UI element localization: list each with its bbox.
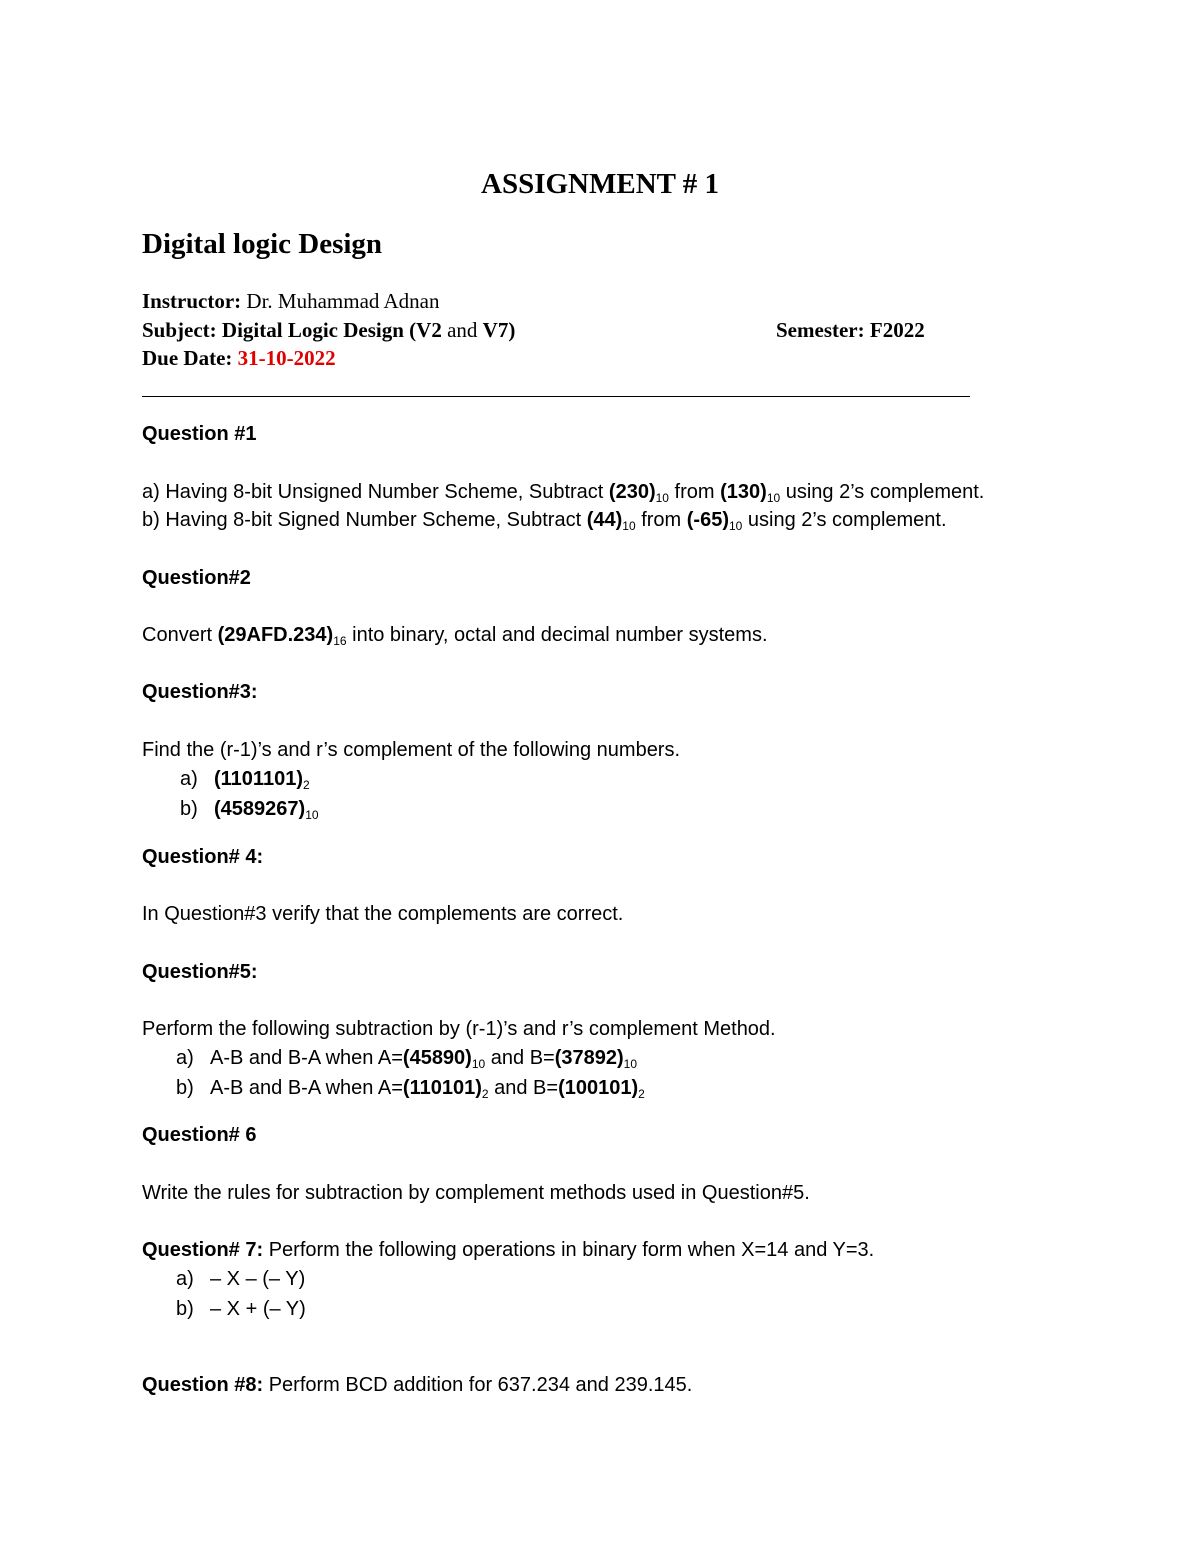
number: (110101) xyxy=(402,1077,482,1099)
number: (230) xyxy=(608,481,656,503)
base-subscript: 2 xyxy=(481,1087,489,1101)
base-subscript: 10 xyxy=(728,519,743,533)
number: (-65) xyxy=(686,509,729,531)
number: (29AFD.234) xyxy=(217,624,334,646)
question-text: from xyxy=(641,509,682,531)
semester-label: Semester: xyxy=(776,318,865,342)
subject-v7: V7) xyxy=(482,318,516,342)
due-date-value: 31-10-2022 xyxy=(237,346,336,370)
semester-value: F2022 xyxy=(869,318,925,342)
assignment-title: ASSIGNMENT # 1 xyxy=(481,168,719,200)
question-7-text: Perform the following operations in binary form when X=14 and Y=3. xyxy=(268,1239,875,1261)
question-text: from xyxy=(674,481,715,503)
question-6-heading: Question# 6 xyxy=(142,1124,257,1146)
base-subscript: 2 xyxy=(302,778,310,792)
due-date-line xyxy=(142,346,336,371)
question-1-part-b xyxy=(142,506,947,534)
question-3-text: Find the (r-1)’s and r’s complement of the following numbers. xyxy=(142,739,681,761)
question-1-part-a xyxy=(142,478,984,506)
question-5-item-a xyxy=(176,1044,637,1072)
list-marker: a) xyxy=(142,481,160,503)
question-text: using 2’s complement. xyxy=(747,509,947,531)
question-text: using 2’s complement. xyxy=(785,481,985,503)
instructor-value: Dr. Muhammad Adnan xyxy=(246,289,440,313)
question-text: Having 8-bit Unsigned Number Scheme, Subtract xyxy=(165,481,604,503)
question-text: A-B and B-A when A= xyxy=(210,1047,403,1069)
question-5-text: Perform the following subtraction by (r-1)’s and r’s complement Method. xyxy=(142,1018,776,1040)
base-subscript: 10 xyxy=(655,491,669,505)
question-text: and B= xyxy=(490,1047,555,1069)
question-text: and B= xyxy=(494,1077,559,1099)
base-subscript: 16 xyxy=(333,634,347,648)
question-2-text xyxy=(142,621,768,649)
instructor-line xyxy=(142,289,439,314)
base-subscript: 10 xyxy=(305,808,319,822)
question-3-item-b xyxy=(180,795,319,823)
question-7-line xyxy=(142,1236,874,1264)
list-marker: b) xyxy=(176,1298,194,1320)
subject-line xyxy=(142,318,515,343)
number: (4589267) xyxy=(214,798,306,820)
list-marker: b) xyxy=(142,509,160,531)
due-date-label: Due Date: xyxy=(142,346,233,370)
question-3-heading: Question#3: xyxy=(142,681,258,703)
question-5-item-b xyxy=(176,1074,645,1102)
base-subscript: 10 xyxy=(623,1057,638,1071)
question-7-item-b xyxy=(176,1295,306,1323)
question-text: A-B and B-A when A= xyxy=(210,1077,403,1099)
question-7-heading: Question# 7: xyxy=(142,1239,264,1261)
expression: – X – (– Y) xyxy=(210,1268,306,1290)
instructor-label: Instructor: xyxy=(142,289,242,313)
question-4-text: In Question#3 verify that the complements are correct. xyxy=(142,903,624,925)
question-3-item-a xyxy=(180,765,310,793)
question-8-line xyxy=(142,1371,692,1399)
semester-line xyxy=(776,318,925,343)
question-text: Having 8-bit Signed Number Scheme, Subtract xyxy=(165,509,582,531)
question-text: Convert xyxy=(142,624,213,646)
expression: – X + (– Y) xyxy=(210,1298,306,1320)
list-marker: b) xyxy=(176,1077,194,1099)
base-subscript: 10 xyxy=(471,1057,486,1071)
subject-label: Subject: xyxy=(142,318,217,342)
base-subscript: 2 xyxy=(638,1087,645,1101)
subject-and: and xyxy=(447,318,478,342)
course-heading: Digital logic Design xyxy=(142,228,383,260)
list-marker: a) xyxy=(176,1268,194,1290)
question-6-text: Write the rules for subtraction by complement methods used in Question#5. xyxy=(142,1182,810,1204)
list-marker: a) xyxy=(180,768,198,790)
question-7-item-a xyxy=(176,1265,305,1293)
question-text: into binary, octal and decimal number systems. xyxy=(352,624,768,646)
list-marker: a) xyxy=(176,1047,194,1069)
number: (100101) xyxy=(558,1077,639,1099)
question-8-heading: Question #8: xyxy=(142,1374,264,1396)
number: (44) xyxy=(586,509,623,531)
number: (37892) xyxy=(554,1047,624,1069)
question-5-heading: Question#5: xyxy=(142,961,258,983)
header-divider xyxy=(142,396,970,397)
question-1-heading: Question #1 xyxy=(142,423,257,445)
base-subscript: 10 xyxy=(766,491,781,505)
number: (130) xyxy=(720,481,767,503)
question-8-text: Perform BCD addition for 637.234 and 239.145. xyxy=(268,1374,693,1396)
subject-value: Digital Logic Design (V2 xyxy=(221,318,442,342)
question-2-heading: Question#2 xyxy=(142,567,251,589)
number: (1101101) xyxy=(214,768,303,790)
number: (45890) xyxy=(402,1047,472,1069)
list-marker: b) xyxy=(180,798,198,820)
question-4-heading: Question# 4: xyxy=(142,846,264,868)
base-subscript: 10 xyxy=(622,519,636,533)
